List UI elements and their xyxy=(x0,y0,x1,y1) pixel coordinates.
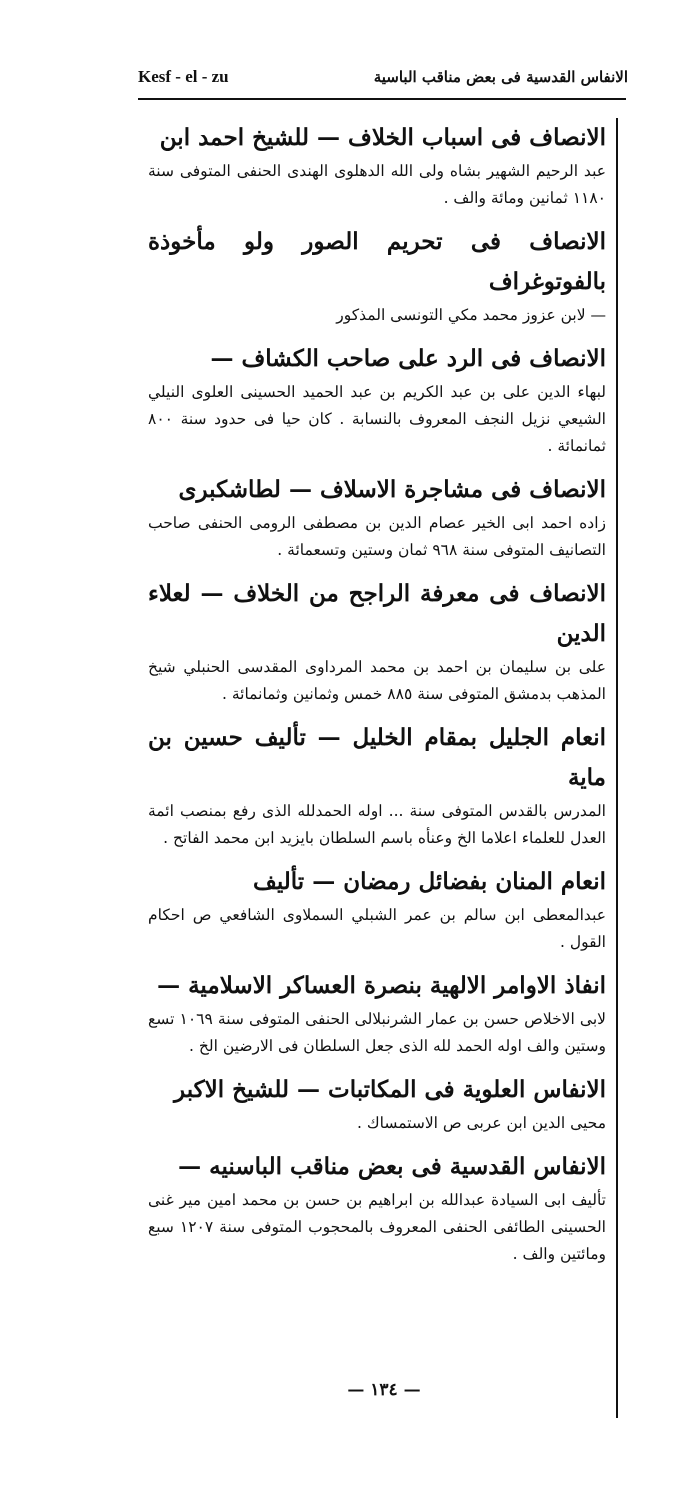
entry-body: عبدالمعطى ابن سالم بن عمر الشبلي السملاوى الشافعي ص احكام القول . xyxy=(148,906,606,951)
entry xyxy=(148,862,606,956)
entry-heading: الانصاف فى معرفة الراجح من الخلاف — لعلاء الدين xyxy=(148,580,606,647)
header-rule xyxy=(138,98,626,100)
entry-heading: الانصاف فى اسباب الخلاف — للشيخ احمد ابن xyxy=(159,124,606,151)
entry xyxy=(148,339,606,460)
entry xyxy=(148,118,606,212)
entry-heading: الانصاف فى تحريم الصور ولو مأخوذة بالفوتوغراف xyxy=(148,228,606,295)
page-number: — ١٣٤ — xyxy=(347,1380,421,1400)
entry-heading: الانفاس العلوية فى المكاتبات — للشيخ الاكبر xyxy=(174,1076,606,1103)
entry-heading: الانفاس القدسية فى بعض مناقب الباسنيه — xyxy=(178,1153,606,1180)
entry xyxy=(148,718,606,852)
running-title: الانفاس القدسية فى بعض مناقب الباسية xyxy=(373,68,628,86)
entry xyxy=(148,574,606,708)
entry-body: لابى الاخلاص حسن بن عمار الشرنبلالى الحنفى المتوفى سنة ١٠٦٩ تسع وستين والف اوله الحمد لله الذى جعل السلطان فى الارضين الخ . xyxy=(148,1010,606,1055)
entry-body: على بن سليمان بن احمد بن محمد المرداوى المقدسى الحنبلي شيخ المذهب بدمشق المتوفى سنة ٨٨٥ خمس وثمانين وثمانمائة . xyxy=(148,658,606,703)
entry-body: محيى الدين ابن عربى ص الاستمساك . xyxy=(357,1114,606,1132)
header-latin-label: Kesf - el - zu xyxy=(138,67,229,86)
entry-body: المدرس بالقدس المتوفى سنة ... اوله الحمدلله الذى رفع بمنصب ائمة العدل للعلماء اعلاما الخ وعنأه باسم السلطان بايزيد ابن محمد الفاتح . xyxy=(148,802,606,847)
entry xyxy=(148,222,606,329)
entry xyxy=(148,1147,606,1268)
entry-body: — لابن عزوز محمد مكي التونسى المذكور xyxy=(336,306,606,324)
text-column xyxy=(148,118,606,1368)
entry-body: لبهاء الدين على بن عبد الكريم بن عبد الحميد الحسينى العلوى النيلي الشيعي نزيل النجف المعروف بالنسابة . كان حيا فى حدود سنة ٨٠٠ ثمانمائة . xyxy=(148,383,606,455)
margin-rule xyxy=(616,118,618,1418)
entry-heading: الانصاف فى مشاجرة الاسلاف — لطاشكبرى xyxy=(178,476,606,503)
entry-body: تأليف ابى السيادة عبدالله بن ابراهيم بن حسن بن محمد امين مير غنى الحسينى الطائفى الحنفى المعروف بالمحجوب المتوفى سنة ١٢٠٧ سبع ومائتين والف . xyxy=(148,1191,606,1263)
entry-heading: انعام المنان بفضائل رمضان — تأليف xyxy=(253,868,606,895)
entry xyxy=(148,470,606,564)
entry-heading: الانصاف فى الرد على صاحب الكشاف — xyxy=(210,345,606,372)
entry xyxy=(148,966,606,1060)
entry-heading: انعام الجليل بمقام الخليل — تأليف حسين بن ماية xyxy=(148,724,606,791)
entry xyxy=(148,1070,606,1137)
entry-heading: انفاذ الاوامر الالهية بنصرة العساكر الاسلامية — xyxy=(157,972,606,999)
entry-body: زاده احمد ابى الخير عصام الدين بن مصطفى الرومى الحنفى صاحب التصانيف المتوفى سنة ٩٦٨ ثمان وستين وتسعمائة . xyxy=(148,514,606,559)
page-header xyxy=(138,62,628,92)
entry-body: عبد الرحيم الشهير بشاه ولى الله الدهلوى الهندى الحنفى المتوفى سنة ١١٨٠ ثمانين ومائة والف . xyxy=(148,162,606,207)
